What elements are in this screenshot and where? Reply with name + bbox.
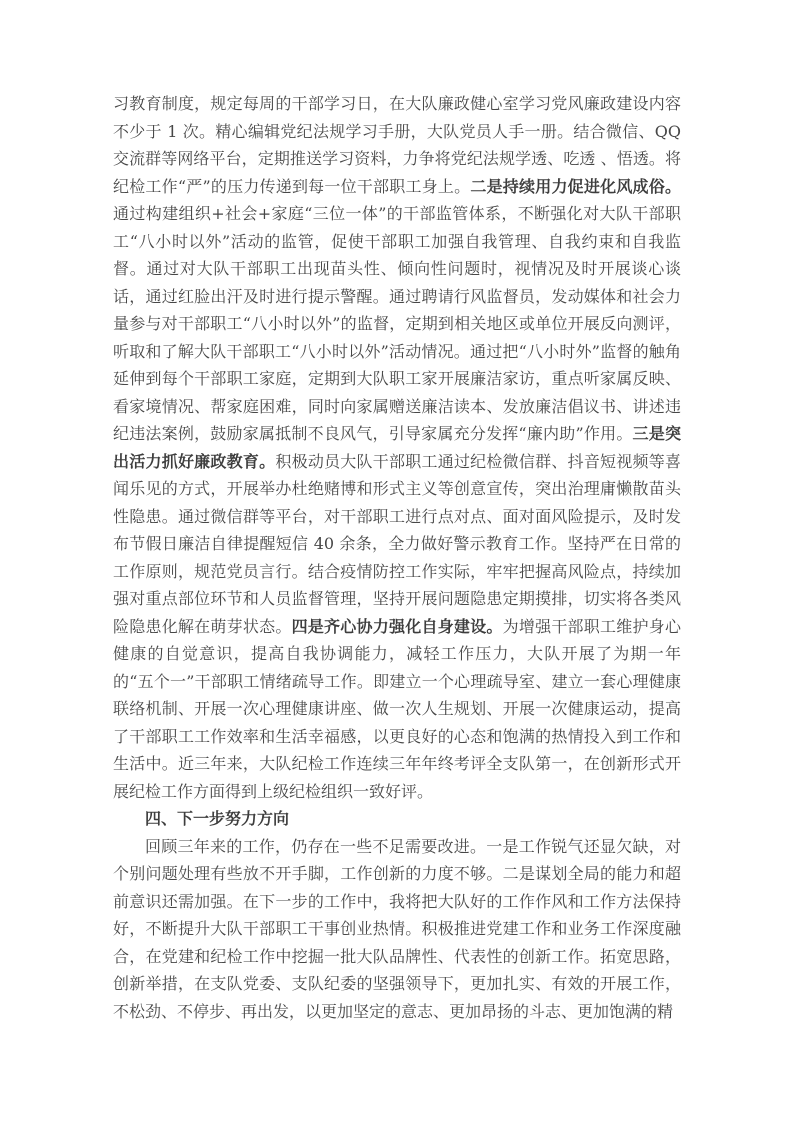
- next-steps-paragraph: [113, 833, 681, 1026]
- bold-lead-run-second-point: 二是持续用力促进化风成俗。: [470, 176, 681, 196]
- text-run: 通过构建组织+社会+家庭“三位一体”的干部监管体系，不断强化对大队干部职工“八小时以外”活动的监管，促使干部职工加强自我管理、自我约束和自我监督。通过对大队干部职工出现苗头性、倾向性问题时，视情况及时开展谈心谈话，通过红脸出汗及时进行提示警醒。通过聘请行风监督员，发动媒体和社会力量参与对干部职工“八小时以外”的监督，定期到相关地区或单位开展反向测评，听取和了解大队干部职工“八小时以外”活动情况。通过把“八小时外”监督的触角延伸到每个干部职工家庭，定期到大队职工家开展廉洁家访，重点听家属反映、看家境情况、帮家庭困难，同时向家属赠送廉洁读本、发放廉洁倡议书、讲述违纪违法案例，鼓励家属抵制不良风气，引导家属充分发挥“廉内助”作用。: [113, 204, 681, 443]
- text-run: 回顾三年来的工作，仍存在一些不足需要改进。一是工作锐气还显欠缺，对个别问题处理有些放不开手脚，工作创新的力度不够。二是谋划全局的能力和超前意识还需加强。在下一步的工作中，我将把大队好的工作作风和工作方法保持好，不断提升大队干部职工干事创业热情。积极推进党建工作和业务工作深度融合，在党建和纪检工作中挖掘一批大队品牌性、代表性的创新工作。拓宽思路，创新举措，在支队党委、支队纪委的坚强领导下，更加扎实、有效的开展工作，不松劲、不停步、再出发，以更加坚定的意志、更加昂扬的斗志、更加饱满的精: [113, 836, 681, 1021]
- bold-lead-run-third-point: 三是突出活力抓好廉政教育。: [113, 424, 681, 471]
- body-continuation-paragraph: [113, 90, 681, 805]
- text-run: 为增强干部职工维护身心健康的自觉意识，提高自我协调能力，减轻工作压力，大队开展了为期一年的“五个一”干部职工情绪疏导工作。即建立一个心理疏导室、建立一套心理健康联络机制、开展一次心理健康讲座、做一次人生规划、开展一次健康运动，提高了干部职工工作效率和生活幸福感，以更良好的心态和饱满的热情投入到工作和生活中。近三年来，大队纪检工作连续三年年终考评全支队第一，在创新形式开展纪检工作方面得到上级纪检组织一致好评。: [113, 616, 681, 801]
- section-heading: [113, 805, 681, 833]
- bold-lead-run-fourth-point: 四是齐心协力强化自身建设。: [291, 616, 503, 636]
- text-run: 习教育制度，规定每周的干部学习日，在大队廉政健心室学习党风廉政建设内容不少于 1 次。精心编辑党纪法规学习手册，大队党员人手一册。结合微信、QQ交流群等网络平台，定期推送学习资料，力争将党纪法规学透、吃透 、悟透。将纪检工作“严”的压力传递到每一位干部职工身上。: [113, 94, 681, 196]
- section-heading-text: 四、下一步努力方向: [145, 809, 290, 828]
- text-run: 积极动员大队干部职工通过纪检微信群、抖音短视频等喜闻乐见的方式，开展举办杜绝赌博和形式主义等创意宣传，突出治理庸懒散苗头性隐患。通过微信群等平台，对干部职工进行点对点、面对面风险提示，及时发布节假日廉洁自律提醒短信 40 余条，全力做好警示教育工作。坚持严在日常的工作原则，规范党员言行。结合疫情防控工作实际，牢牢把握高风险点，持续加强对重点部位环节和人员监督管理，坚持开展问题隐患定期摸排，切实将各类风险隐患化解在萌芽状态。: [113, 451, 681, 636]
